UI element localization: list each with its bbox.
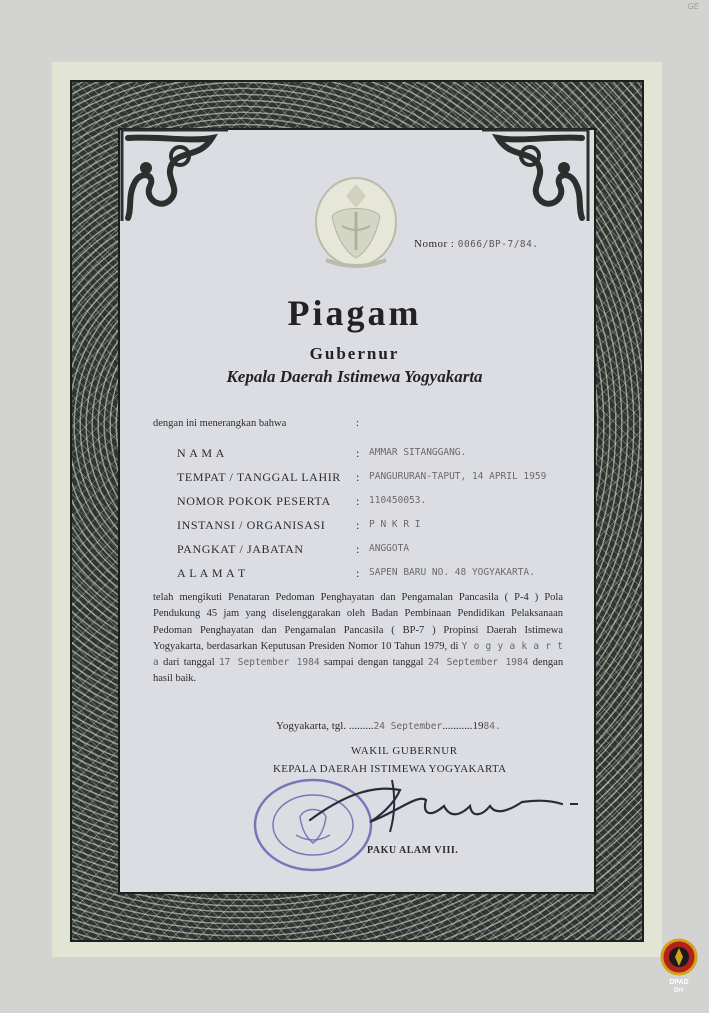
body-end-date: 24 September 1984 (427, 657, 529, 669)
signer-office: KEPALA DAERAH ISTIMEWA YOGYAKARTA (273, 763, 507, 775)
corner-ornament-left (120, 128, 230, 223)
certificate-number (414, 238, 539, 250)
signing-year: 84. (483, 721, 501, 732)
field-colon: : (356, 566, 360, 580)
body-text-2: dari tanggal (163, 657, 215, 669)
certificate-title: Piagam (287, 293, 422, 333)
archive-logo (658, 937, 700, 995)
signing-date-line (276, 720, 501, 732)
field-colon: : (356, 542, 360, 556)
body-start-date: 17 September 1984 (218, 657, 320, 669)
field-colon: : (356, 494, 360, 508)
number-label: Nomor : (414, 238, 455, 250)
coat-of-arms-emblem (312, 176, 400, 274)
field-label-address: A L A M A T (177, 566, 246, 580)
field-value-birth: PANGURURAN-TAPUT, 14 APRIL 1959 (369, 471, 547, 482)
signing-dots: ........... (442, 720, 473, 732)
body-text-1: telah mengikuti Penataran Pedoman Penghayatan dan Pengamalan Pancasila ( P-4 ) Pola Pendukung 45 jam yang diselenggarakan oleh Badan Pembinaan Pendidikan Pelaksanaan Pedoman Penghayatan dan Pengamalan Pancasila ( BP-7 ) Propinsi Daerah Istimewa Yogyakarta, berdasarkan Keputusan Presiden Nomor 10 Tahun 1979, di (153, 592, 563, 652)
field-label-rank: PANGKAT / JABATAN (177, 542, 304, 556)
body-text-3: sampai dengan tanggal (323, 657, 424, 669)
signing-date: 24 September (373, 721, 443, 732)
field-colon: : (356, 446, 360, 460)
svg-text:DPAD: DPAD (669, 979, 689, 986)
field-colon: : (356, 518, 360, 532)
field-value-address: SAPEN BARU NO. 48 YOGYAKARTA. (369, 567, 535, 578)
field-value-institution: P N K R I (369, 519, 421, 530)
intro-text: dengan ini menerangkan bahwa (153, 418, 287, 429)
body-place: Y o g y a k a r t a (153, 640, 564, 669)
signer-title: WAKIL GUBERNUR (351, 745, 458, 757)
archive-mark: GE (687, 2, 699, 11)
signing-place: Yogyakarta, tgl. ......... (276, 720, 374, 732)
corner-ornament-right (480, 128, 590, 223)
field-value-participant-number: 110450053. (369, 495, 427, 506)
field-label-name: N A M A (177, 446, 225, 460)
intro-colon: : (356, 418, 359, 429)
handwritten-signature (300, 770, 590, 840)
field-colon: : (356, 470, 360, 484)
body-text-4: dengan hasil baik. (153, 657, 564, 685)
certificate-body-text (153, 590, 563, 688)
number-value: 0066/BP-7/84. (457, 239, 539, 250)
signing-year-prefix: 19 (472, 720, 484, 732)
field-label-institution: INSTANSI / ORGANISASI (177, 518, 326, 532)
field-label-participant-number: NOMOR POKOK PESERTA (177, 494, 331, 508)
field-value-rank: ANGGOTA (369, 543, 410, 554)
field-value-name: AMMAR SITANGGANG. (369, 447, 467, 458)
signer-name: PAKU ALAM VIII. (367, 845, 459, 856)
certificate-subtitle-governor: Gubernur (309, 344, 400, 363)
field-label-birth: TEMPAT / TANGGAL LAHIR (177, 470, 341, 484)
certificate-subtitle-region: Kepala Daerah Istimewa Yogyakarta (226, 367, 483, 386)
svg-text:DIY: DIY (673, 988, 685, 994)
